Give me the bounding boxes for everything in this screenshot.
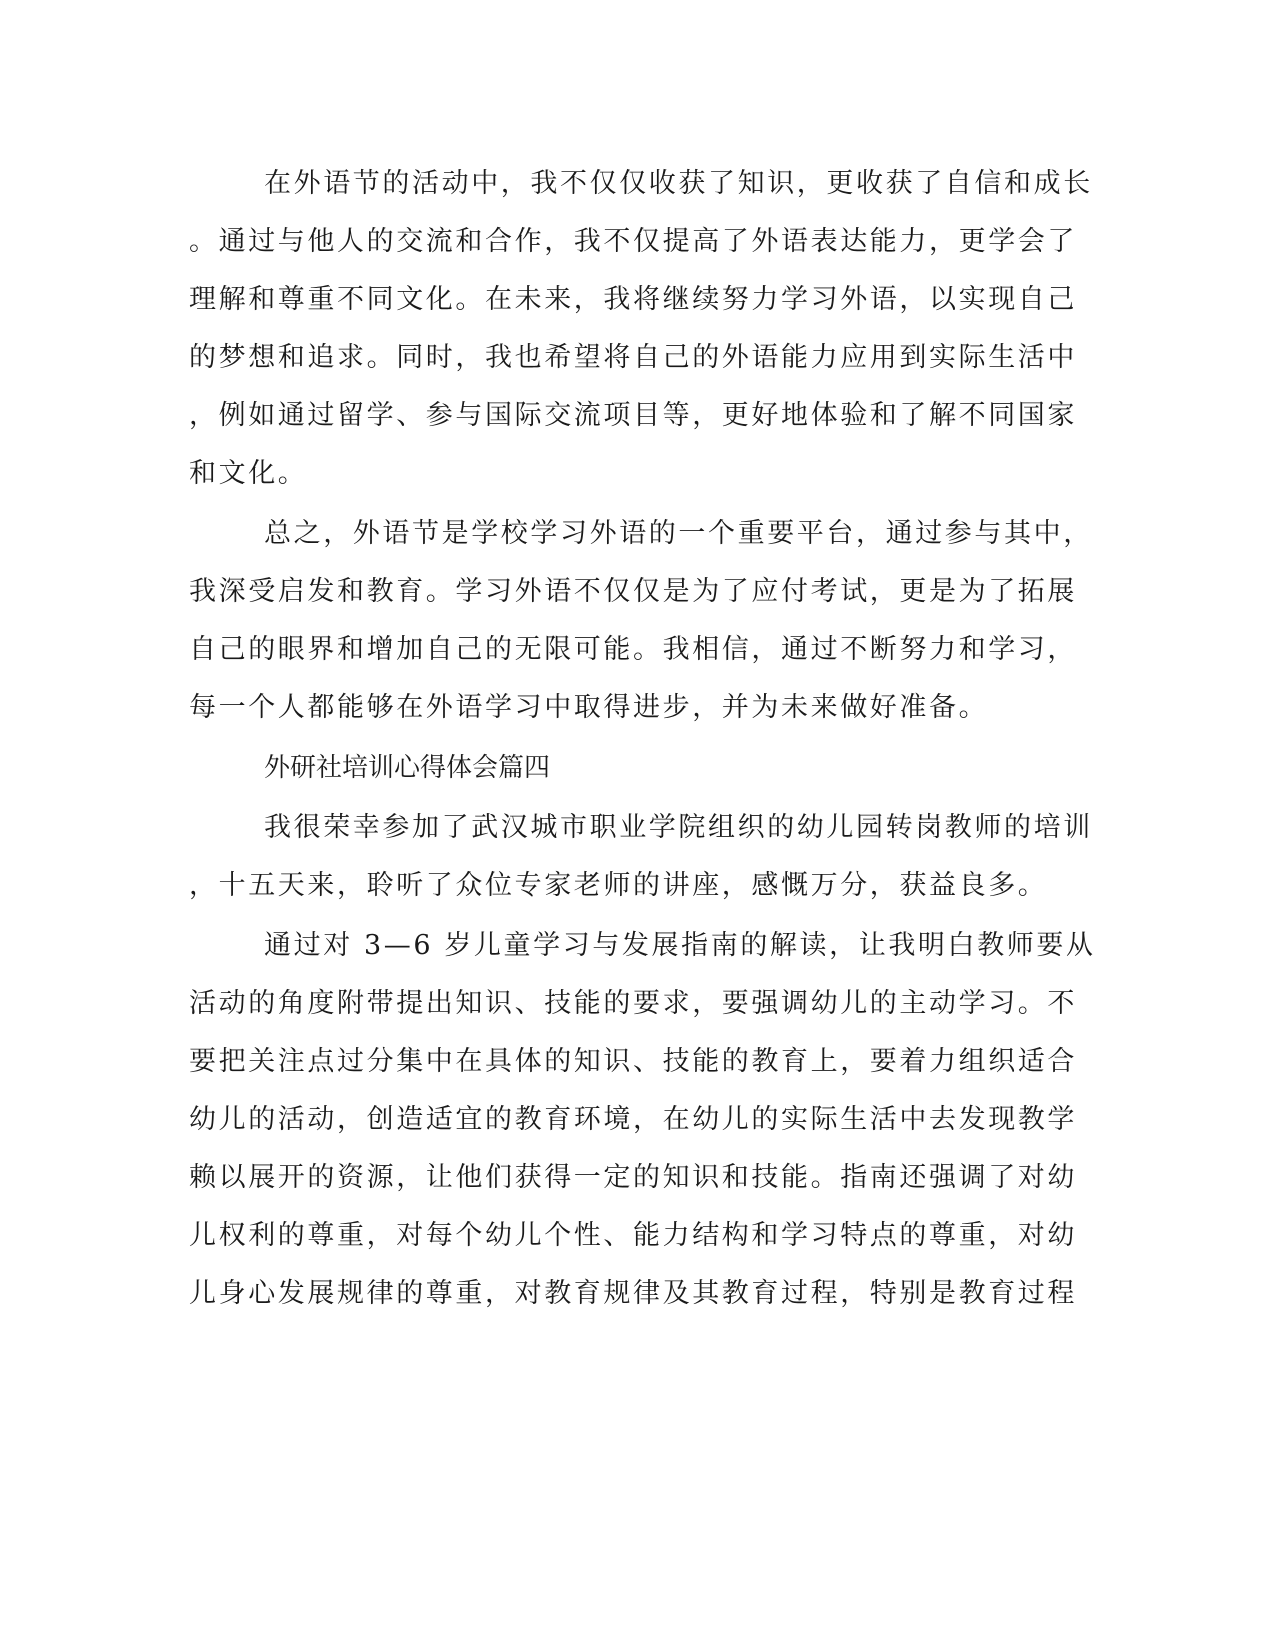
paragraph-line: 我深受启发和教育。学习外语不仅仅是为了应付考试，更是为了拓展 — [189, 576, 1077, 607]
paragraph-line: 我很荣幸参加了武汉城市职业学院组织的幼儿园转岗教师的培训 — [264, 812, 1093, 843]
paragraph-line: 的梦想和追求。同时，我也希望将自己的外语能力应用到实际生活中 — [189, 342, 1077, 373]
paragraph-line: 幼儿的活动，创造适宜的教育环境，在幼儿的实际生活中去发现教学 — [189, 1104, 1077, 1135]
paragraph-line: 每一个人都能够在外语学习中取得进步，并为未来做好准备。 — [189, 692, 989, 723]
paragraph-line: 理解和尊重不同文化。在未来，我将继续努力学习外语，以实现自己 — [189, 284, 1077, 315]
paragraph-line: 在外语节的活动中，我不仅仅收获了知识，更收获了自信和成长 — [264, 168, 1093, 199]
paragraph-line: 自己的眼界和增加自己的无限可能。我相信，通过不断努力和学习， — [189, 634, 1077, 665]
paragraph-line: ，十五天来，聆听了众位专家老师的讲座，感慨万分，获益良多。 — [189, 870, 1048, 901]
paragraph-line: ，例如通过留学、参与国际交流项目等，更好地体验和了解不同国家 — [189, 400, 1077, 431]
paragraph-line: 儿身心发展规律的尊重，对教育规律及其教育过程，特别是教育过程 — [189, 1278, 1077, 1309]
paragraph-line: 总之，外语节是学校学习外语的一个重要平台，通过参与其中， — [264, 518, 1093, 549]
paragraph-line: 和文化。 — [189, 458, 308, 489]
section-heading: 外研社培训心得体会篇四 — [264, 753, 551, 783]
paragraph-line: 儿权利的尊重，对每个幼儿个性、能力结构和学习特点的尊重，对幼 — [189, 1220, 1077, 1251]
paragraph-line: 。通过与他人的交流和合作，我不仅提高了外语表达能力，更学会了 — [189, 226, 1077, 257]
paragraph-line: 通过对 3—6 岁儿童学习与发展指南的解读，让我明白教师要从 — [264, 930, 1096, 961]
paragraph-line: 赖以展开的资源，让他们获得一定的知识和技能。指南还强调了对幼 — [189, 1162, 1077, 1193]
paragraph-line: 活动的角度附带提出知识、技能的要求，要强调幼儿的主动学习。不 — [189, 988, 1077, 1019]
paragraph-line: 要把关注点过分集中在具体的知识、技能的教育上，要着力组织适合 — [189, 1046, 1077, 1077]
